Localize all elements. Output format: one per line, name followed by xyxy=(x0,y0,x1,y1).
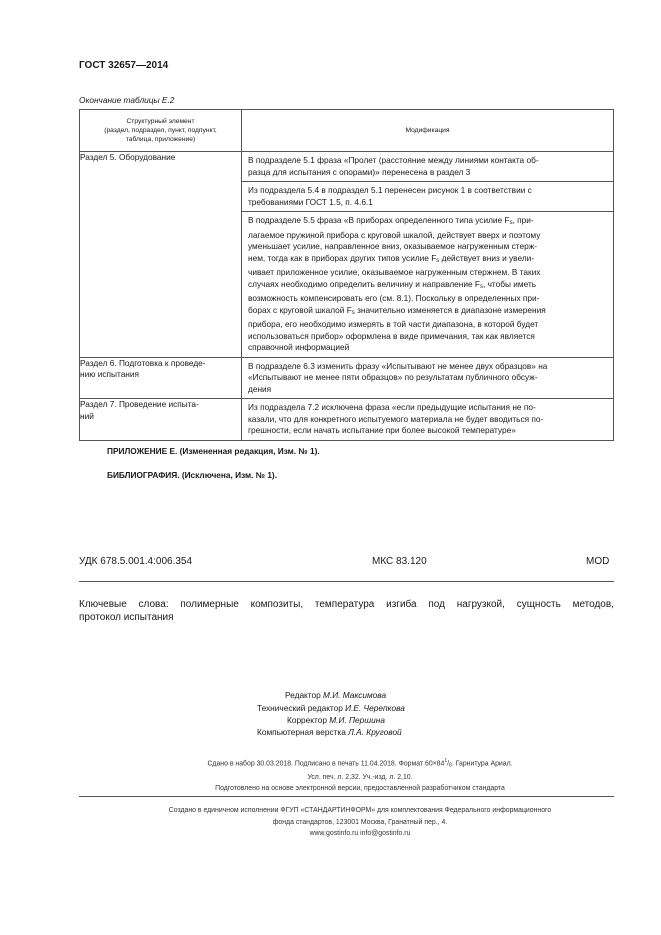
mks-code: МКС 83.120 xyxy=(372,556,427,567)
imprint: Сдано в набор 30.03.2018. Подписано в печать 11.04.2018. Формат $60\times 84^1/_8$. Гарнитура Ариал. Усл. печ. л. 2,32. Уч.-изд. л. 2,10. Подготовлено на основе электронной версии, предоставленной разработчиком стандарта xyxy=(207,758,513,793)
table-continuation-caption: Окончание таблицы Е.2 xyxy=(79,95,175,105)
keyword-word: температура xyxy=(314,599,375,610)
editor-line: Редактор М.И. Максимова xyxy=(285,690,387,700)
keyword-word: методов, xyxy=(572,599,614,610)
table-row xyxy=(80,399,614,441)
keyword-word: изгиба xyxy=(386,599,417,610)
divider xyxy=(79,796,614,797)
keyword-word: композиты, xyxy=(250,599,304,610)
modification-cell: В подразделе 5.1 фраза «Пролет (расстояние между линиями контакта об- разца для испытания с опорами)» перенесена в раздел 3 xyxy=(248,155,539,177)
keywords: Ключевые слова: полимерные композиты, температура изгиба под нагрузкой, сущность методов, протокол испытания xyxy=(79,599,614,623)
row-label: Раздел 7. Проведение испыта- ний xyxy=(80,399,242,441)
keyword-word: нагрузкой, xyxy=(456,599,505,610)
publisher-footer: Создано в единичном исполнении ФГУП «СТАНДАРТИНФОРМ» для комплектования Федерального информационного фонда стандартов, 123001 Москва, Гранатный пер., 4. www.gostinfo.ru info@gostinfo.ru xyxy=(168,807,552,837)
proofreader-line: Корректор М.И. Першина xyxy=(287,715,385,725)
tech-editor-line: Технический редактор И.Е. Черепкова xyxy=(257,703,405,713)
layout-line: Компьютерная верстка Л.А. Круговой xyxy=(257,727,402,737)
modification-cell: Из подраздела 7.2 исключена фраза «если предыдущие испытания не по- казали, что для конкретного испытуемого материала не будет вводиться по- грешности, если начать испытание при более высокой температуре» xyxy=(248,402,544,435)
mod-code: MOD xyxy=(586,556,610,567)
row-label: Раздел 6. Подготовка к проведе- нию испытания xyxy=(80,357,242,399)
bibliography-note: БИБЛИОГРАФИЯ. (Исключена, Изм. № 1). xyxy=(107,470,278,480)
keyword-word: под xyxy=(428,599,445,610)
divider xyxy=(79,581,614,582)
appendix-note: ПРИЛОЖЕНИЕ Е. (Измененная редакция, Изм. № 1). xyxy=(107,446,320,456)
keyword-word: Ключевые xyxy=(79,599,127,610)
keyword-word: полимерные xyxy=(180,599,239,610)
udc-code: УДК 678.5.001.4:006.354 xyxy=(79,556,193,567)
table-header-row xyxy=(80,110,614,152)
keyword-word: сущность xyxy=(516,599,561,610)
table-row xyxy=(80,357,614,399)
standard-header: ГОСТ 32657—2014 xyxy=(79,60,169,71)
modifications-table xyxy=(79,109,614,441)
modification-cell: Из подраздела 5.4 в подраздел 5.1 перенесен рисунок 1 в соответствии с требованиями ГОСТ 1.5, п. 4.6.1 xyxy=(242,181,613,211)
table-row xyxy=(80,152,614,358)
keyword-word: слова: xyxy=(138,599,169,610)
col-modification-header: Модификация xyxy=(242,110,614,152)
row-label: Раздел 5. Оборудование xyxy=(80,152,242,358)
modification-cell: В подразделе 6.3 изменить фразу «Испытывают не менее двух образцов» на «Испытывают не менее пяти образцов» по результатам публичного обсуж- дения xyxy=(248,360,548,394)
modification-cell: В подразделе 5.5 фраза «В приборах определенного типа усилие $F_s$, при- лагаемое пружиной прибора с круговой шкалой, действует вверх и поэтому уменьшает усилие, направленное вниз, оказываемое нагруженным стерж- нем, тогда как в приборах других типов усилие $F_s$ действует вниз и увели- чивает приложенное усилие, оказываемое нагруженным стержнем. В таких случаях необходимо определить величину и направление $F_s$, чтобы иметь возможность компенсировать его (см. 8.1). Поскольку в определенных при- борах с круговой шкалой $F_s$ значительно изменяется в диапазоне измерения прибора, его необходимо измерять в той части диапазона, в которой будет использоваться прибор» оформлена в виде примечания, так как является справочной информацией xyxy=(242,211,613,357)
col-structural-element-header: Структурный элемент (раздел, подраздел, пункт, подпункт, таблица, приложение) xyxy=(80,110,242,152)
